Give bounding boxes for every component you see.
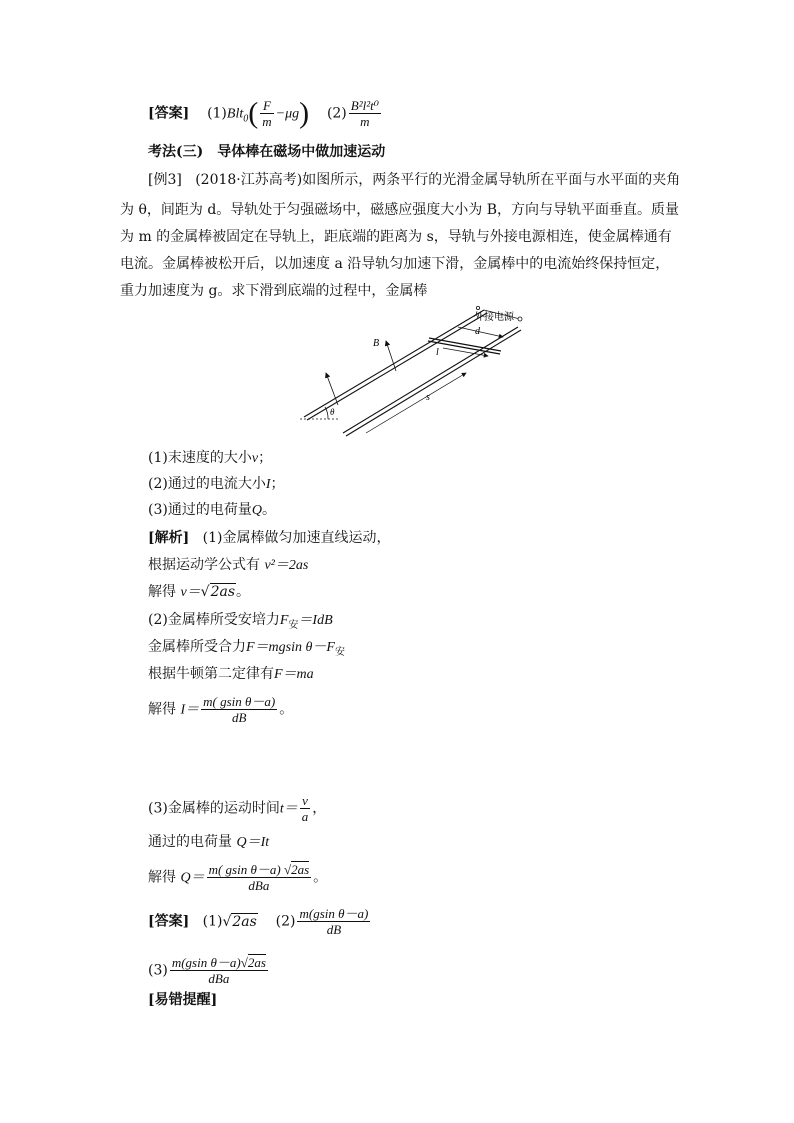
answer-1-part1-prefix: (1) bbox=[207, 105, 227, 122]
solution-step-9-formula: Q＝It bbox=[236, 835, 270, 850]
solution-line-5 bbox=[148, 637, 345, 663]
answer-1-part2-fraction bbox=[349, 98, 381, 129]
fraction-denominator: m bbox=[360, 114, 370, 129]
example-line-1 bbox=[148, 170, 680, 190]
solution-step-10-text: 解得 bbox=[148, 869, 176, 886]
l-label: l bbox=[436, 347, 439, 358]
answer-2-line-1 bbox=[148, 906, 372, 937]
solution-step-5-text: 金属棒所受合力 bbox=[148, 639, 246, 655]
solution-label: [解析] bbox=[148, 530, 190, 546]
solution-step-3-end: 。 bbox=[236, 584, 251, 600]
answer-2-part1-prefix: (1) bbox=[202, 913, 223, 930]
question-1-end: ； bbox=[258, 450, 273, 466]
question-3-var: Q bbox=[251, 503, 262, 518]
sqrt-radicand: 2as bbox=[232, 913, 257, 930]
solution-step-10-lhs: Q＝ bbox=[180, 870, 205, 886]
question-1-text: (1)末速度的大小 bbox=[148, 450, 252, 466]
example-line-3: 为 m 的金属棒被固定在导轨上，距底端的距离为 s，导轨与外接电源相连，使金属棒通有 bbox=[120, 229, 672, 245]
solution-line-10 bbox=[148, 862, 327, 893]
solution-line-1 bbox=[148, 528, 390, 548]
theta-label: θ bbox=[330, 407, 335, 417]
question-3-text: (3)通过的电荷量 bbox=[148, 502, 252, 518]
question-2-var: I bbox=[265, 477, 271, 492]
solution-step-8-text: (3)金属棒的运动时间 bbox=[148, 800, 280, 817]
question-3 bbox=[148, 500, 276, 521]
solution-step-3-lhs: v＝ bbox=[180, 585, 201, 600]
question-1-var: v bbox=[251, 451, 259, 466]
sqrt-radicand: 2as bbox=[210, 584, 236, 600]
d-dimension-line bbox=[458, 327, 503, 337]
rail-lower bbox=[343, 327, 518, 433]
answer-2-part2-prefix: (2) bbox=[275, 913, 296, 930]
solution-step-10-end: 。 bbox=[313, 869, 328, 886]
example-line-5: 重力加速度为 g。求下滑到底端的过程中，金属棒 bbox=[120, 283, 428, 299]
sqrt-radicand: 2as bbox=[291, 862, 310, 877]
solution-step-4-formula-a: F bbox=[279, 613, 289, 628]
solution-step-1: (1)金属棒做匀加速直线运动， bbox=[202, 530, 391, 546]
solution-step-7-text: 解得 bbox=[148, 701, 176, 718]
numerator-part: m(gsin θ－a) bbox=[171, 955, 241, 970]
fraction-denominator: m bbox=[262, 114, 272, 129]
solution-step-8-fraction bbox=[300, 793, 311, 824]
power-label: 外接电源 bbox=[474, 312, 514, 323]
answer-2-part3-fraction bbox=[170, 955, 268, 986]
example-source: (2018·江苏高考) bbox=[195, 172, 303, 188]
question-2 bbox=[148, 474, 285, 495]
s-label: s bbox=[426, 392, 430, 403]
solution-step-8-end: ， bbox=[312, 800, 327, 817]
b-label: B bbox=[373, 338, 380, 349]
solution-step-6-text: 根据牛顿第二定律有 bbox=[148, 666, 274, 682]
power-terminal-left bbox=[476, 306, 479, 309]
solution-step-2-formula: v²＝2as bbox=[264, 558, 309, 573]
solution-step-6-formula: F＝ma bbox=[274, 667, 314, 682]
solution-step-2-text: 根据运动学公式有 bbox=[148, 557, 260, 573]
solution-step-7-lhs: I＝ bbox=[180, 702, 200, 718]
s-dimension-line bbox=[366, 373, 466, 433]
example-line-2: 为 θ，间距为 d。导轨处于匀强磁场中，磁感应强度大小为 B，方向与导轨平面垂直。质量 bbox=[120, 202, 680, 218]
question-2-text: (2)通过的电流大小 bbox=[148, 476, 266, 492]
sqrt-expression: √2as bbox=[200, 584, 236, 600]
answer-1-part2-prefix: (2) bbox=[326, 105, 347, 122]
metal-rod-edge bbox=[429, 338, 501, 351]
answer-1-blt-sub: 0 bbox=[243, 113, 249, 125]
answer-1-blt: Blt bbox=[226, 106, 244, 122]
question-3-end: 。 bbox=[261, 502, 276, 518]
answer-2-part3-prefix: (3) bbox=[148, 962, 168, 979]
fraction-denominator: dB bbox=[326, 922, 342, 937]
fraction-numerator: m(gsin θ－a)√2as bbox=[171, 955, 266, 970]
solution-line-9 bbox=[148, 832, 269, 853]
fraction-numerator: m(gsin θ－a) bbox=[299, 906, 369, 921]
power-terminal bbox=[518, 317, 522, 321]
fraction-denominator: a bbox=[301, 809, 309, 824]
solution-line-8 bbox=[148, 793, 326, 824]
fraction-denominator: dB bbox=[231, 710, 247, 725]
answer-label: [答案] bbox=[148, 105, 190, 122]
solution-step-5-sub: 安 bbox=[334, 646, 345, 658]
d-label: d bbox=[475, 326, 480, 337]
b-field-arrow-upper bbox=[386, 341, 396, 371]
fraction-numerator: B²l²t⁰ bbox=[350, 98, 379, 113]
example-line-4: 电流。金属棒被松开后，以加速度 a 沿导轨匀加速下滑，金属棒中的电流始终保持恒定， bbox=[120, 256, 670, 272]
rail-diagram bbox=[298, 305, 528, 440]
answer-2-part2-fraction bbox=[297, 906, 370, 937]
numerator-part: m( gsin θ－a) bbox=[208, 862, 281, 877]
solution-line-2 bbox=[148, 555, 308, 576]
example-text-1: 如图所示，两条平行的光滑金属导轨所在平面与水平面的夹角 bbox=[302, 172, 681, 188]
fraction-numerator: m( gsin θ－a) bbox=[203, 694, 276, 709]
question-1 bbox=[148, 448, 272, 469]
sqrt-expression: √2as bbox=[222, 913, 257, 930]
solution-line-3 bbox=[148, 582, 250, 603]
answer-2-label: [答案] bbox=[148, 913, 190, 930]
question-2-end: ； bbox=[270, 476, 285, 492]
fraction-denominator: dBa bbox=[208, 971, 230, 986]
sqrt-radicand: 2as bbox=[247, 955, 266, 970]
answer-1-rest: −μg bbox=[275, 106, 300, 122]
fraction-numerator: m( gsin θ－a) √2as bbox=[208, 862, 310, 877]
solution-step-4-sub: 安 bbox=[288, 619, 299, 631]
solution-step-7-end: 。 bbox=[279, 701, 294, 718]
solution-step-5-formula: F＝mgsin θ－F bbox=[246, 640, 335, 655]
solution-step-8-lhs: t＝ bbox=[279, 801, 298, 817]
fraction-numerator: v bbox=[300, 793, 311, 809]
solution-line-4 bbox=[148, 610, 333, 636]
fraction-denominator: dBa bbox=[248, 878, 270, 893]
method-heading: 考法(三) 导体棒在磁场中做加速运动 bbox=[148, 144, 386, 160]
fraction-numerator: F bbox=[260, 98, 273, 114]
solution-line-7 bbox=[148, 694, 293, 725]
solution-step-4-formula-b: ＝IdB bbox=[298, 613, 333, 628]
answer-2-line-2 bbox=[148, 955, 270, 986]
solution-step-4-text: (2)金属棒所受安培力 bbox=[148, 612, 280, 628]
solution-line-6 bbox=[148, 664, 314, 685]
solution-step-7-fraction bbox=[201, 694, 277, 725]
error-tips-label: [易错提醒] bbox=[148, 992, 218, 1008]
answer-1-line: [答案] (1)Blt$_0$( $\frac{F}{m}$ −μg) (2) $\frac{\text{B²l²t⁰}}{m}$ bbox=[148, 96, 379, 130]
solution-step-10-fraction bbox=[207, 862, 312, 893]
answer-1-fraction bbox=[260, 98, 273, 129]
example-label: [例3] bbox=[148, 172, 182, 188]
solution-step-3-text: 解得 bbox=[148, 584, 176, 600]
solution-step-9-text: 通过的电荷量 bbox=[148, 834, 232, 850]
